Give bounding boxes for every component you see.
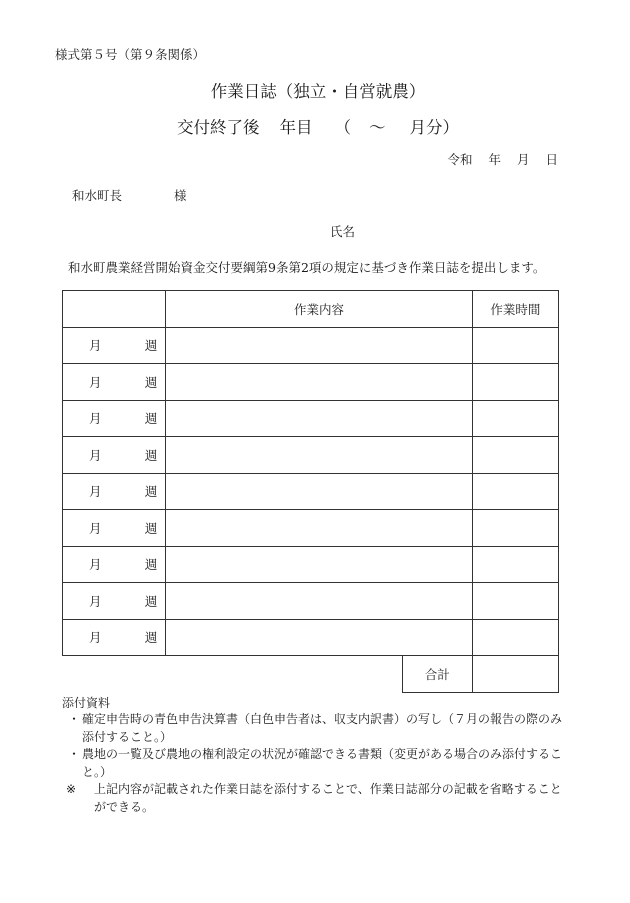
form-number: 様式第５号（第９条関係） bbox=[55, 47, 206, 62]
work-content-cell[interactable] bbox=[166, 400, 473, 437]
work-content-cell[interactable] bbox=[166, 510, 473, 547]
work-content-cell[interactable] bbox=[166, 327, 473, 364]
week-label: 週 bbox=[144, 630, 158, 646]
table-row bbox=[63, 619, 559, 656]
table-row bbox=[63, 546, 559, 583]
work-time-cell[interactable] bbox=[472, 400, 558, 437]
header-work-time: 作業時間 bbox=[472, 291, 558, 328]
note-text: 農地の一覧及び農地の権利設定の状況が確認できる書類（変更がある場合のみ添付すること。） bbox=[82, 747, 563, 779]
week-label: 週 bbox=[144, 411, 158, 427]
period-cell bbox=[63, 619, 166, 656]
period-cell bbox=[63, 437, 166, 474]
document-subtitle bbox=[0, 114, 630, 138]
addressee-honorific: 様 bbox=[174, 188, 187, 203]
work-time-cell[interactable] bbox=[472, 364, 558, 401]
work-time-cell[interactable] bbox=[472, 473, 558, 510]
date-line bbox=[447, 150, 558, 168]
subtitle-after-grant: 交付終了後 bbox=[177, 118, 260, 137]
month-label: 月 bbox=[89, 447, 102, 463]
month-label: 月 bbox=[89, 484, 102, 500]
subtitle-year: 年目 bbox=[279, 118, 313, 137]
total-row bbox=[63, 656, 559, 693]
week-label: 週 bbox=[144, 447, 158, 463]
work-time-cell[interactable] bbox=[472, 327, 558, 364]
work-content-cell[interactable] bbox=[166, 583, 473, 620]
work-content-cell[interactable] bbox=[166, 619, 473, 656]
month-label: 月 bbox=[89, 338, 102, 354]
note-text: 上記内容が記載された作業日誌を添付することで、作業日誌部分の記載を省略することができる。 bbox=[94, 782, 562, 814]
month-label: 月 bbox=[89, 520, 102, 536]
date-month: 月 bbox=[516, 152, 530, 167]
period-cell bbox=[63, 364, 166, 401]
date-day: 日 bbox=[545, 152, 558, 167]
date-year: 年 bbox=[488, 152, 501, 167]
week-label: 週 bbox=[144, 484, 158, 500]
attachment-note bbox=[66, 781, 564, 816]
attachment-note bbox=[68, 746, 564, 781]
submission-statement: 和水町農業経営開始資金交付要綱第9条第2項の規定に基づき作業日誌を提出します。 bbox=[68, 260, 546, 275]
table-row bbox=[63, 583, 559, 620]
total-spacer bbox=[63, 656, 403, 693]
week-label: 週 bbox=[144, 374, 158, 390]
header-period bbox=[63, 291, 166, 328]
table-row bbox=[63, 473, 559, 510]
attachment-note bbox=[68, 711, 564, 746]
period-cell bbox=[63, 546, 166, 583]
month-label: 月 bbox=[89, 593, 102, 609]
table-row bbox=[63, 364, 559, 401]
total-time-cell[interactable] bbox=[472, 656, 558, 693]
period-cell bbox=[63, 473, 166, 510]
work-time-cell[interactable] bbox=[472, 619, 558, 656]
week-label: 週 bbox=[144, 593, 158, 609]
period-cell bbox=[63, 510, 166, 547]
work-time-cell[interactable] bbox=[472, 546, 558, 583]
total-label: 合計 bbox=[402, 656, 472, 693]
month-label: 月 bbox=[89, 374, 102, 390]
period-cell bbox=[63, 400, 166, 437]
header-work-content: 作業内容 bbox=[166, 291, 473, 328]
date-era: 令和 bbox=[447, 152, 473, 167]
attachments-list bbox=[68, 711, 564, 816]
work-content-cell[interactable] bbox=[166, 473, 473, 510]
applicant-name-label: 氏名 bbox=[330, 224, 356, 239]
period-cell bbox=[63, 327, 166, 364]
week-label: 週 bbox=[144, 338, 158, 354]
week-label: 週 bbox=[144, 557, 158, 573]
work-content-cell[interactable] bbox=[166, 437, 473, 474]
subtitle-tilde: ～ bbox=[369, 118, 386, 137]
addressee bbox=[72, 186, 187, 204]
month-label: 月 bbox=[89, 411, 102, 427]
attachments-heading: 添付資料 bbox=[62, 696, 111, 710]
work-log-table bbox=[62, 290, 559, 693]
month-label: 月 bbox=[89, 630, 102, 646]
work-content-cell[interactable] bbox=[166, 364, 473, 401]
work-content-cell[interactable] bbox=[166, 546, 473, 583]
note-bullet: ・ bbox=[68, 747, 81, 761]
note-asterisk: ※ bbox=[66, 782, 77, 796]
note-bullet: ・ bbox=[68, 712, 81, 726]
table-row bbox=[63, 437, 559, 474]
work-time-cell[interactable] bbox=[472, 583, 558, 620]
table-row bbox=[63, 510, 559, 547]
table-row bbox=[63, 400, 559, 437]
note-text: 確定申告時の青色申告決算書（白色申告者は、収支内訳書）の写し（７月の報告の際のみ添付すること。） bbox=[82, 712, 563, 744]
work-time-cell[interactable] bbox=[472, 437, 558, 474]
subtitle-open-paren: （ bbox=[334, 118, 351, 137]
month-label: 月 bbox=[89, 557, 102, 573]
table-row bbox=[63, 327, 559, 364]
week-label: 週 bbox=[144, 520, 158, 536]
table-header-row bbox=[63, 291, 559, 328]
work-time-cell[interactable] bbox=[472, 510, 558, 547]
addressee-name: 和水町長 bbox=[72, 188, 123, 203]
subtitle-month: 月分） bbox=[409, 118, 459, 137]
period-cell bbox=[63, 583, 166, 620]
document-title: 作業日誌（独立・自営就農） bbox=[210, 82, 426, 101]
